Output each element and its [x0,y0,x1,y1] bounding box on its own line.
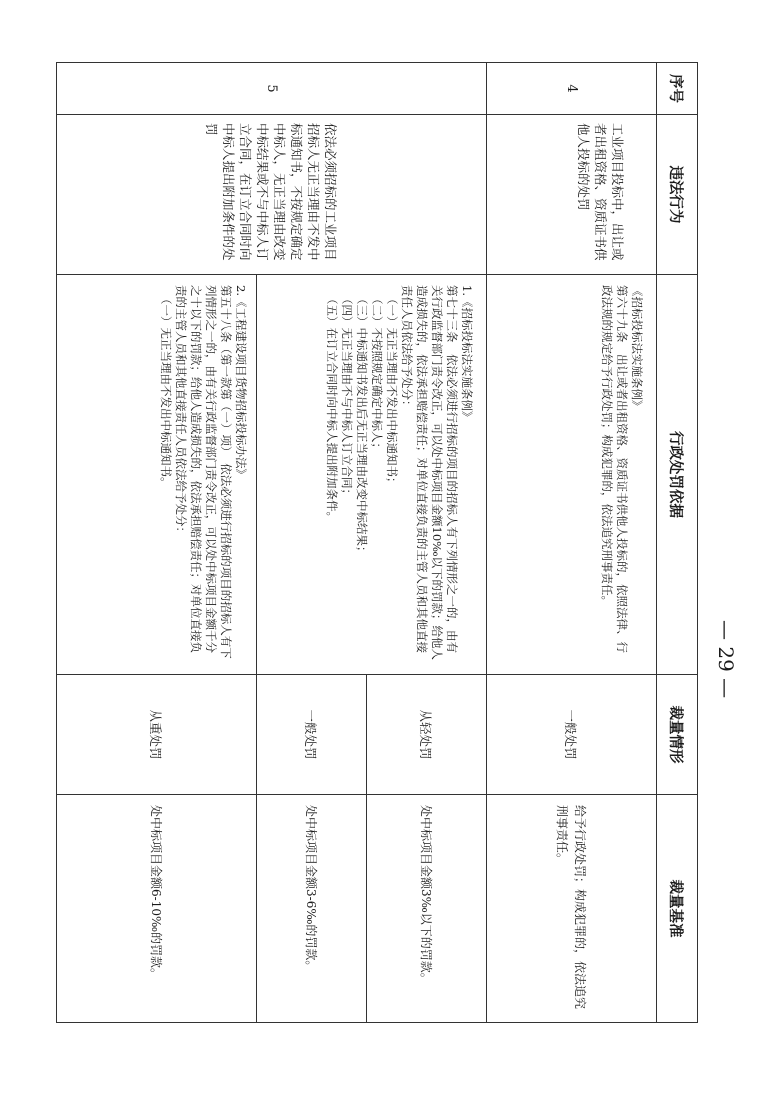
basis-item: （二）不按照规定确定中标人； [370,293,384,454]
header-no: 序号 [657,63,698,115]
header-discretion-standard: 裁量基准 [657,795,698,1023]
legal-basis [487,275,657,675]
row-number: 5 [57,63,487,115]
discretion-standard: 处中标项目金额3-6‰的罚款。 [257,795,367,1023]
table-header-row [657,63,698,1023]
basis-article: 第五十八条（第一款第（一）项） 依法必须进行招标的项目的招标人有下列情形之一的，由有关行政监督部门责令改正，可以处中标项目金额千分之十以下的罚款；给他人造成损失的，依法承担赔偿责任；对单位直接负责的主管人员和其他直接责任人员依法给予处分： [174,285,233,659]
basis-article: 第七十三条 依法必须进行招标的项目的招标人有下列情形之一的，由有关行政监督部门责令改正，可以处中标项目金额10‰以下的罚款；给他人造成损失的，依法承担赔偿责任；对单位直接负责的主管人员和其他直接责任人员依法给予处分： [400,285,459,661]
basis-article: 第六十九条 出让或者出租资格、资质证书供他人投标的，依照法律、行政法规的规定给予行政处罚；构成犯罪的，依法追究刑事责任。 [600,285,629,653]
rotated-page [58,62,698,1022]
header-violation: 违法行为 [657,115,698,275]
discretion-level: 一般处罚 [257,675,367,795]
legal-basis-2 [57,275,257,675]
table-row [487,63,657,1023]
violation-text: 工业项目投标中，出让或者出租资格、资质证书供他人投标的处罚 [487,115,657,275]
basis-title: 1.《招标投标法实施条例》 [460,285,474,423]
basis-item: （五）在订立合同时向中标人提出附加条件。 [325,293,339,523]
basis-title: 《招标投标法实施条例》 [630,285,644,412]
legal-basis-1 [257,275,487,675]
header-legal-basis: 行政处罚依据 [657,275,698,675]
penalty-table [56,62,698,1023]
header-discretion-level: 裁量情形 [657,675,698,795]
row-number: 4 [487,63,657,115]
discretion-level: 一般处罚 [487,675,657,795]
basis-item: （一）无正当理由不发出中标通知书。 [159,293,173,489]
violation-text: 依法必须招标的工业项目招标人无正当理由不发中标通知书，不按规定确定中标人，无正当理由改变中标结果或不与中标人订立合同，在订立合同时向中标人提出附加条件的处罚 [57,115,487,275]
basis-item: （一）无正当理由不发出中标通知书； [385,293,399,489]
discretion-level: 从重处罚 [57,675,257,795]
discretion-standard: 处中标项目金额3‰以下的罚款。 [367,795,487,1023]
basis-title: 2.《工程建设项目货物招标投标办法》 [234,285,248,480]
basis-item: （三）中标通知书发出后无正当理由改变中标结果； [355,293,369,558]
discretion-level: 从轻处罚 [367,675,487,795]
table-row [367,63,487,1023]
basis-item: （四）无正当理由不与中标人订立合同； [340,293,354,500]
discretion-standard: 给予行政处罚；构成犯罪的，依法追究刑事责任。 [487,795,657,1023]
discretion-standard: 处中标项目金额6-10‰的罚款。 [57,795,257,1023]
